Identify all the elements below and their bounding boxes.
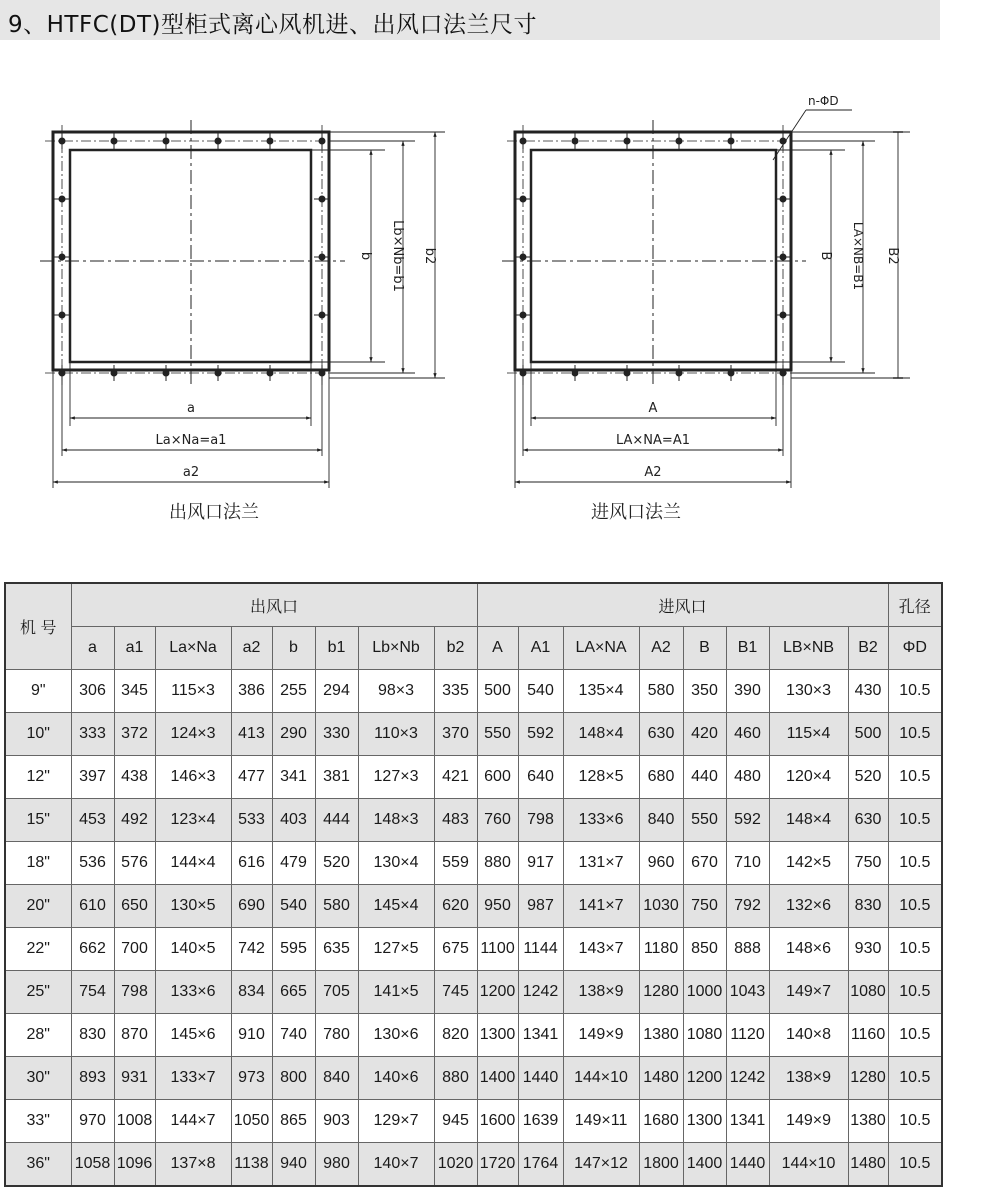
table-cell: 910: [231, 1014, 272, 1057]
table-cell: 690: [231, 885, 272, 928]
table-cell: 940: [272, 1143, 315, 1187]
table-cell: 148×4: [563, 713, 639, 756]
table-cell: 1480: [639, 1057, 683, 1100]
table-cell: 1764: [518, 1143, 563, 1187]
column-header: A2: [639, 627, 683, 670]
table-cell: 10.5: [888, 756, 942, 799]
column-header: b2: [434, 627, 477, 670]
table-cell: 880: [434, 1057, 477, 1100]
table-cell: 840: [315, 1057, 358, 1100]
table-cell: 145×4: [358, 885, 434, 928]
model-cell: 18": [5, 842, 71, 885]
table-cell: 888: [726, 928, 769, 971]
column-header: LB×NB: [769, 627, 848, 670]
column-header: A1: [518, 627, 563, 670]
table-cell: 1280: [848, 1057, 888, 1100]
table-cell: 500: [848, 713, 888, 756]
table-cell: 1300: [477, 1014, 518, 1057]
table-cell: 140×5: [155, 928, 231, 971]
table-cell: 372: [114, 713, 155, 756]
model-cell: 22": [5, 928, 71, 971]
table-cell: 620: [434, 885, 477, 928]
table-cell: 149×9: [769, 1100, 848, 1143]
table-cell: 600: [477, 756, 518, 799]
header-model: 机 号: [5, 583, 71, 670]
table-cell: 132×6: [769, 885, 848, 928]
table-cell: 595: [272, 928, 315, 971]
table-cell: 893: [71, 1057, 114, 1100]
table-cell: 798: [518, 799, 563, 842]
flange-spec-table-wrap: [4, 582, 941, 1187]
table-row: [5, 1057, 942, 1100]
table-cell: 145×6: [155, 1014, 231, 1057]
flange-spec-table: [4, 582, 943, 1187]
table-row: [5, 842, 942, 885]
column-header: B1: [726, 627, 769, 670]
outlet-dim-b2: b2: [422, 247, 437, 265]
column-header: A: [477, 627, 518, 670]
table-row: [5, 1100, 942, 1143]
table-cell: 397: [71, 756, 114, 799]
table-cell: 903: [315, 1100, 358, 1143]
table-cell: 128×5: [563, 756, 639, 799]
table-cell: 141×5: [358, 971, 434, 1014]
table-cell: 141×7: [563, 885, 639, 928]
outlet-dim-la: La×Na=a1: [155, 433, 227, 448]
outlet-dim-lb: Lb×Nb=b1: [390, 220, 405, 292]
model-cell: 9": [5, 670, 71, 713]
table-cell: 630: [848, 799, 888, 842]
table-row: [5, 928, 942, 971]
table-cell: 115×4: [769, 713, 848, 756]
table-cell: 453: [71, 799, 114, 842]
table-cell: 1440: [726, 1143, 769, 1187]
table-row: [5, 713, 942, 756]
table-cell: 10.5: [888, 1143, 942, 1187]
table-cell: 580: [315, 885, 358, 928]
table-cell: 130×3: [769, 670, 848, 713]
table-cell: 610: [71, 885, 114, 928]
table-cell: 148×6: [769, 928, 848, 971]
model-cell: 25": [5, 971, 71, 1014]
table-cell: 381: [315, 756, 358, 799]
table-cell: 492: [114, 799, 155, 842]
table-cell: 345: [114, 670, 155, 713]
table-cell: 830: [848, 885, 888, 928]
table-cell: 148×4: [769, 799, 848, 842]
table-cell: 500: [477, 670, 518, 713]
table-cell: 559: [434, 842, 477, 885]
table-cell: 255: [272, 670, 315, 713]
table-cell: 745: [434, 971, 477, 1014]
table-cell: 350: [683, 670, 726, 713]
table-cell: 10.5: [888, 842, 942, 885]
column-header: B: [683, 627, 726, 670]
table-cell: 750: [683, 885, 726, 928]
table-cell: 616: [231, 842, 272, 885]
table-cell: 413: [231, 713, 272, 756]
table-cell: 980: [315, 1143, 358, 1187]
table-cell: 834: [231, 971, 272, 1014]
table-cell: 700: [114, 928, 155, 971]
header-outlet-group: 出风口: [71, 583, 477, 627]
table-cell: 123×4: [155, 799, 231, 842]
table-cell: 550: [477, 713, 518, 756]
table-cell: 144×10: [563, 1057, 639, 1100]
table-cell: 800: [272, 1057, 315, 1100]
table-cell: 135×4: [563, 670, 639, 713]
table-cell: 290: [272, 713, 315, 756]
table-cell: 330: [315, 713, 358, 756]
table-cell: 370: [434, 713, 477, 756]
table-cell: 477: [231, 756, 272, 799]
table-cell: 440: [683, 756, 726, 799]
table-cell: 124×3: [155, 713, 231, 756]
model-cell: 15": [5, 799, 71, 842]
column-header: La×Na: [155, 627, 231, 670]
table-cell: 1680: [639, 1100, 683, 1143]
table-cell: 10.5: [888, 1100, 942, 1143]
table-cell: 403: [272, 799, 315, 842]
column-header: B2: [848, 627, 888, 670]
table-cell: 115×3: [155, 670, 231, 713]
table-cell: 750: [848, 842, 888, 885]
table-row: [5, 885, 942, 928]
table-cell: 127×3: [358, 756, 434, 799]
flange-drawings: [0, 40, 992, 530]
table-cell: 1639: [518, 1100, 563, 1143]
table-cell: 680: [639, 756, 683, 799]
inlet-dim-A2: A2: [644, 465, 662, 480]
table-cell: 710: [726, 842, 769, 885]
table-cell: 1300: [683, 1100, 726, 1143]
model-cell: 28": [5, 1014, 71, 1057]
table-cell: 1480: [848, 1143, 888, 1187]
table-cell: 131×7: [563, 842, 639, 885]
table-cell: 138×9: [563, 971, 639, 1014]
model-cell: 30": [5, 1057, 71, 1100]
table-cell: 1120: [726, 1014, 769, 1057]
table-cell: 670: [683, 842, 726, 885]
table-cell: 950: [477, 885, 518, 928]
table-cell: 149×11: [563, 1100, 639, 1143]
table-cell: 1160: [848, 1014, 888, 1057]
table-cell: 662: [71, 928, 114, 971]
table-cell: 1242: [726, 1057, 769, 1100]
table-cell: 760: [477, 799, 518, 842]
table-cell: 1030: [639, 885, 683, 928]
table-cell: 880: [477, 842, 518, 885]
table-cell: 1043: [726, 971, 769, 1014]
model-cell: 36": [5, 1143, 71, 1187]
inlet-caption: 进风口法兰: [591, 502, 681, 523]
outlet-dim-a: a: [187, 401, 195, 416]
table-cell: 1138: [231, 1143, 272, 1187]
table-cell: 650: [114, 885, 155, 928]
model-cell: 12": [5, 756, 71, 799]
table-cell: 830: [71, 1014, 114, 1057]
table-cell: 1280: [639, 971, 683, 1014]
column-header: Lb×Nb: [358, 627, 434, 670]
table-cell: 1200: [477, 971, 518, 1014]
table-cell: 479: [272, 842, 315, 885]
table-cell: 480: [726, 756, 769, 799]
model-cell: 20": [5, 885, 71, 928]
table-cell: 444: [315, 799, 358, 842]
table-cell: 1800: [639, 1143, 683, 1187]
table-cell: 665: [272, 971, 315, 1014]
table-cell: 520: [848, 756, 888, 799]
table-body: [5, 670, 942, 1187]
table-cell: 10.5: [888, 928, 942, 971]
table-cell: 98×3: [358, 670, 434, 713]
table-cell: 420: [683, 713, 726, 756]
table-cell: 931: [114, 1057, 155, 1100]
table-cell: 533: [231, 799, 272, 842]
table-cell: 1341: [726, 1100, 769, 1143]
table-row: [5, 1143, 942, 1187]
table-cell: 1058: [71, 1143, 114, 1187]
table-cell: 1080: [848, 971, 888, 1014]
title-bar: [0, 0, 940, 40]
table-cell: 10.5: [888, 885, 942, 928]
table-cell: 333: [71, 713, 114, 756]
table-row: [5, 670, 942, 713]
table-cell: 930: [848, 928, 888, 971]
table-cell: 10.5: [888, 799, 942, 842]
table-cell: 1242: [518, 971, 563, 1014]
header-hole-group: 孔径: [888, 583, 942, 627]
table-cell: 140×7: [358, 1143, 434, 1187]
table-cell: 144×10: [769, 1143, 848, 1187]
model-cell: 33": [5, 1100, 71, 1143]
table-cell: 592: [518, 713, 563, 756]
table-cell: 146×3: [155, 756, 231, 799]
table-cell: 1400: [683, 1143, 726, 1187]
table-cell: 792: [726, 885, 769, 928]
table-cell: 133×6: [563, 799, 639, 842]
table-cell: 133×7: [155, 1057, 231, 1100]
table-cell: 798: [114, 971, 155, 1014]
column-header: b: [272, 627, 315, 670]
table-cell: 127×5: [358, 928, 434, 971]
table-cell: 120×4: [769, 756, 848, 799]
table-row: [5, 1014, 942, 1057]
table-cell: 10.5: [888, 713, 942, 756]
table-cell: 1600: [477, 1100, 518, 1143]
table-cell: 540: [272, 885, 315, 928]
inlet-dim-LA: LA×NA=A1: [615, 433, 691, 448]
table-cell: 1144: [518, 928, 563, 971]
table-cell: 130×4: [358, 842, 434, 885]
table-cell: 1720: [477, 1143, 518, 1187]
table-cell: 335: [434, 670, 477, 713]
table-cell: 430: [848, 670, 888, 713]
table-cell: 840: [639, 799, 683, 842]
table-cell: 870: [114, 1014, 155, 1057]
table-cell: 675: [434, 928, 477, 971]
table-cell: 630: [639, 713, 683, 756]
table-cell: 820: [434, 1014, 477, 1057]
table-cell: 1380: [639, 1014, 683, 1057]
table-header: [5, 583, 942, 670]
table-cell: 536: [71, 842, 114, 885]
inlet-dimensions: [515, 110, 910, 488]
table-cell: 144×7: [155, 1100, 231, 1143]
table-cell: 149×9: [563, 1014, 639, 1057]
table-cell: 1008: [114, 1100, 155, 1143]
table-cell: 147×12: [563, 1143, 639, 1187]
table-cell: 1200: [683, 1057, 726, 1100]
table-cell: 130×5: [155, 885, 231, 928]
table-cell: 148×3: [358, 799, 434, 842]
table-cell: 740: [272, 1014, 315, 1057]
header-inlet-group: 进风口: [477, 583, 888, 627]
table-cell: 520: [315, 842, 358, 885]
table-cell: 1440: [518, 1057, 563, 1100]
table-cell: 294: [315, 670, 358, 713]
table-cell: 129×7: [358, 1100, 434, 1143]
table-cell: 149×7: [769, 971, 848, 1014]
table-row: [5, 799, 942, 842]
table-cell: 850: [683, 928, 726, 971]
table-cell: 1341: [518, 1014, 563, 1057]
table-cell: 460: [726, 713, 769, 756]
column-header-row: [5, 627, 942, 670]
table-cell: 386: [231, 670, 272, 713]
outlet-dimensions: [53, 132, 445, 488]
table-cell: 640: [518, 756, 563, 799]
inlet-dim-B: B: [818, 251, 833, 261]
table-cell: 137×8: [155, 1143, 231, 1187]
outlet-caption: 出风口法兰: [169, 502, 259, 523]
table-cell: 865: [272, 1100, 315, 1143]
table-cell: 144×4: [155, 842, 231, 885]
outlet-bolt-holes: [54, 133, 330, 381]
inlet-dim-LB: LA×NB=B1: [851, 221, 865, 291]
table-cell: 1050: [231, 1100, 272, 1143]
table-cell: 306: [71, 670, 114, 713]
table-cell: 580: [639, 670, 683, 713]
table-cell: 140×6: [358, 1057, 434, 1100]
inlet-dim-A: A: [648, 401, 658, 416]
column-header: a2: [231, 627, 272, 670]
table-row: [5, 756, 942, 799]
column-header: ΦD: [888, 627, 942, 670]
table-cell: 987: [518, 885, 563, 928]
column-header: a1: [114, 627, 155, 670]
column-header: LA×NA: [563, 627, 639, 670]
table-cell: 142×5: [769, 842, 848, 885]
table-cell: 10.5: [888, 971, 942, 1014]
table-cell: 1020: [434, 1143, 477, 1187]
page-title: 9、HTFC(DT)型柜式离心风机进、出风口法兰尺寸: [8, 12, 537, 38]
table-cell: 705: [315, 971, 358, 1014]
inlet-dim-B2: B2: [885, 247, 900, 265]
table-cell: 576: [114, 842, 155, 885]
table-cell: 960: [639, 842, 683, 885]
table-cell: 917: [518, 842, 563, 885]
table-cell: 130×6: [358, 1014, 434, 1057]
table-cell: 970: [71, 1100, 114, 1143]
table-cell: 742: [231, 928, 272, 971]
table-cell: 390: [726, 670, 769, 713]
table-cell: 1400: [477, 1057, 518, 1100]
column-header: a: [71, 627, 114, 670]
table-row: [5, 971, 942, 1014]
table-cell: 10.5: [888, 1057, 942, 1100]
outlet-flange: [40, 120, 345, 385]
inlet-flange: [502, 120, 806, 385]
model-cell: 10": [5, 713, 71, 756]
table-cell: 550: [683, 799, 726, 842]
table-cell: 341: [272, 756, 315, 799]
table-cell: 1080: [683, 1014, 726, 1057]
table-cell: 1096: [114, 1143, 155, 1187]
table-cell: 1380: [848, 1100, 888, 1143]
table-cell: 540: [518, 670, 563, 713]
table-cell: 635: [315, 928, 358, 971]
outlet-dim-a2: a2: [182, 465, 200, 480]
table-cell: 140×8: [769, 1014, 848, 1057]
table-cell: 10.5: [888, 1014, 942, 1057]
outlet-dim-b: b: [358, 251, 373, 261]
table-cell: 483: [434, 799, 477, 842]
table-cell: 945: [434, 1100, 477, 1143]
table-cell: 592: [726, 799, 769, 842]
table-cell: 133×6: [155, 971, 231, 1014]
column-header: b1: [315, 627, 358, 670]
table-cell: 143×7: [563, 928, 639, 971]
table-cell: 780: [315, 1014, 358, 1057]
table-cell: 973: [231, 1057, 272, 1100]
table-cell: 1100: [477, 928, 518, 971]
inlet-hole-label: n-ΦD: [808, 94, 839, 108]
table-cell: 754: [71, 971, 114, 1014]
table-cell: 421: [434, 756, 477, 799]
table-cell: 10.5: [888, 670, 942, 713]
table-cell: 438: [114, 756, 155, 799]
table-cell: 110×3: [358, 713, 434, 756]
table-cell: 1000: [683, 971, 726, 1014]
table-cell: 138×9: [769, 1057, 848, 1100]
table-cell: 1180: [639, 928, 683, 971]
